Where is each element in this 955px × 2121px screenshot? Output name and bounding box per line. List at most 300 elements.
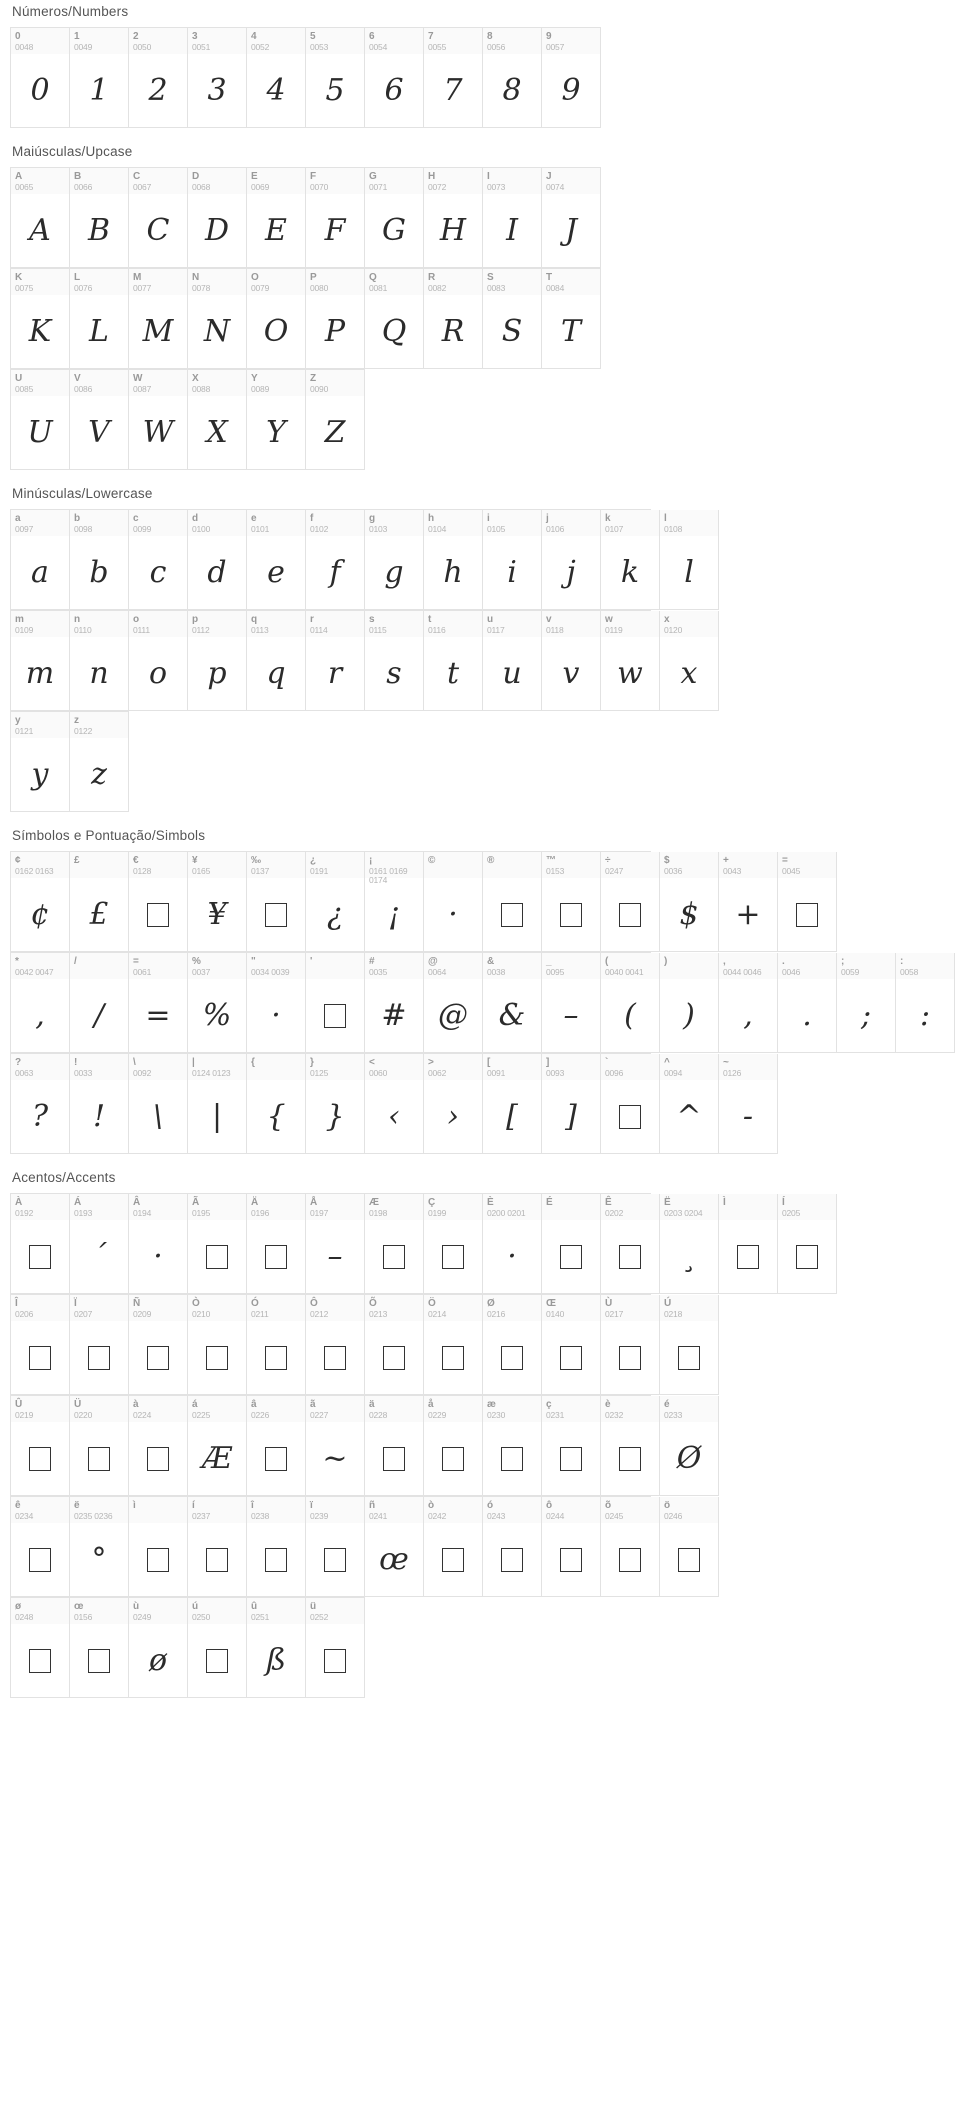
glyph-cell[interactable] (365, 852, 424, 952)
glyph-cell[interactable] (129, 510, 188, 610)
glyph-cell[interactable] (483, 611, 542, 711)
glyph-cell[interactable] (188, 1497, 247, 1597)
glyph-meta (306, 953, 364, 979)
glyph-cell[interactable] (129, 168, 188, 268)
glyph-character-label: ù (133, 1601, 140, 1612)
glyph-cell[interactable] (188, 1396, 247, 1496)
glyph-character-label: ¿ (310, 855, 317, 866)
glyph-cell[interactable] (247, 1194, 306, 1294)
glyph-cell[interactable] (660, 1396, 719, 1496)
glyph-cell[interactable] (11, 1598, 70, 1698)
glyph-code-label: 0086 (74, 383, 93, 394)
glyph-cell[interactable] (542, 168, 601, 268)
glyph-cell[interactable] (70, 1598, 129, 1698)
glyph-character-label: ? (15, 1057, 22, 1068)
glyph-meta (424, 28, 482, 54)
glyph-meta (601, 611, 659, 637)
glyph-cell[interactable] (129, 1598, 188, 1698)
glyph-row (10, 509, 694, 610)
glyph-character-label: d (192, 513, 199, 524)
glyph-cell[interactable] (778, 852, 837, 952)
glyph-cell[interactable] (660, 852, 719, 952)
glyph-character-label: ç (546, 1399, 552, 1410)
glyph-preview: | (211, 1099, 223, 1134)
glyph-cell[interactable] (306, 611, 365, 711)
glyph-character-label: I (487, 171, 490, 182)
glyph-cell[interactable] (247, 168, 306, 268)
glyph-cell[interactable] (601, 1194, 660, 1294)
glyph-preview: / (93, 998, 105, 1033)
glyph-cell[interactable] (424, 1396, 483, 1496)
glyph-cell[interactable] (601, 611, 660, 711)
glyph-preview: E (265, 213, 287, 248)
glyph-cell[interactable] (188, 953, 247, 1053)
glyph-cell[interactable] (11, 1396, 70, 1496)
glyph-meta (483, 1054, 541, 1080)
glyph-character-label: ö (664, 1500, 671, 1511)
glyph-cell[interactable] (365, 1295, 424, 1395)
glyph-cell[interactable] (188, 1054, 247, 1154)
glyph-cell[interactable] (483, 1194, 542, 1294)
glyph-cell[interactable] (70, 168, 129, 268)
glyph-cell[interactable] (11, 510, 70, 610)
glyph-cell[interactable] (424, 611, 483, 711)
glyph-cell[interactable] (11, 1054, 70, 1154)
glyph-cell[interactable] (247, 269, 306, 369)
glyph-code-label: 0207 (74, 1308, 93, 1319)
glyph-cell[interactable] (483, 168, 542, 268)
glyph-code-label: 0202 (605, 1207, 624, 1218)
glyph-code-label: 0093 (546, 1067, 565, 1078)
glyph-cell[interactable] (542, 1194, 601, 1294)
glyph-meta (129, 1054, 187, 1080)
glyph-character-label: õ (605, 1500, 612, 1511)
glyph-cell[interactable] (719, 1054, 778, 1154)
glyph-preview: R (441, 314, 465, 349)
glyph-cell[interactable] (483, 510, 542, 610)
glyph-cell[interactable] (70, 712, 129, 812)
glyph-cell[interactable] (247, 510, 306, 610)
glyph-cell[interactable] (542, 1054, 601, 1154)
glyph-preview: S (501, 314, 523, 349)
glyph-meta (542, 1497, 600, 1523)
missing-glyph-box (306, 1523, 364, 1596)
glyph-cell[interactable] (601, 1295, 660, 1395)
missing-glyph-box (660, 1523, 718, 1596)
glyph-character-label: ÷ (605, 855, 611, 866)
glyph-meta (306, 510, 364, 536)
section-title: Acentos/Accents (12, 1170, 116, 1185)
glyph-cell[interactable] (365, 510, 424, 610)
glyph-preview: 2 (148, 73, 168, 108)
glyph-cell[interactable] (188, 1598, 247, 1698)
glyph-preview: ¿ (326, 897, 344, 932)
glyph-cell[interactable] (542, 852, 601, 952)
glyph-cell[interactable] (306, 1497, 365, 1597)
glyph-cell[interactable] (247, 1054, 306, 1154)
glyph-row (10, 1294, 683, 1395)
glyph-character-label: Á (74, 1197, 82, 1208)
glyph-character-label: + (723, 855, 729, 866)
glyph-code-label: 0200 0201 (487, 1207, 526, 1218)
glyph-cell[interactable] (542, 1497, 601, 1597)
glyph-cell[interactable] (70, 1194, 129, 1294)
glyph-cell[interactable] (70, 953, 129, 1053)
glyph-cell[interactable] (601, 1497, 660, 1597)
glyph-preview: i (507, 555, 517, 590)
glyph-cell[interactable] (306, 1194, 365, 1294)
glyph-cell[interactable] (306, 269, 365, 369)
glyph-cell[interactable] (719, 1194, 778, 1294)
glyph-cell[interactable] (11, 712, 70, 812)
glyph-cell[interactable] (601, 852, 660, 952)
glyph-cell[interactable] (719, 852, 778, 952)
glyph-meta (306, 269, 364, 295)
glyph-preview: j (566, 555, 576, 590)
glyph-meta (483, 953, 541, 979)
glyph-character-label: å (428, 1399, 434, 1410)
missing-glyph-box (306, 979, 364, 1052)
glyph-character-label: C (133, 171, 141, 182)
glyph-character-label: ) (664, 956, 668, 967)
glyph-preview: p (207, 656, 227, 691)
glyph-cell[interactable] (129, 269, 188, 369)
glyph-meta (247, 1598, 305, 1624)
glyph-meta (483, 611, 541, 637)
missing-glyph-box (719, 1220, 777, 1293)
glyph-preview: Y (266, 415, 286, 450)
glyph-preview: L (89, 314, 109, 349)
glyph-character-label: 9 (546, 31, 552, 42)
glyph-code-label: 0241 (369, 1510, 388, 1521)
glyph-character-label: [ (487, 1057, 491, 1068)
glyph-preview: œ (379, 1542, 409, 1577)
glyph-code-label: 0245 (605, 1510, 624, 1521)
glyph-cell[interactable] (306, 370, 365, 470)
glyph-cell[interactable] (129, 1054, 188, 1154)
glyph-meta (70, 510, 128, 536)
glyph-cell[interactable] (424, 1497, 483, 1597)
glyph-meta (365, 1054, 423, 1080)
glyph-meta (247, 1194, 305, 1220)
glyph-cell[interactable] (11, 1497, 70, 1597)
glyph-meta (247, 269, 305, 295)
glyph-cell[interactable] (660, 510, 719, 610)
glyph-cell[interactable] (542, 611, 601, 711)
glyph-cell[interactable] (483, 953, 542, 1053)
glyph-preview: o (148, 656, 168, 691)
glyph-character-label: o (133, 614, 140, 625)
glyph-meta (11, 1598, 69, 1624)
glyph-cell[interactable] (542, 1396, 601, 1496)
glyph-code-label: 0099 (133, 523, 152, 534)
glyph-cell[interactable] (70, 611, 129, 711)
glyph-cell[interactable] (483, 1054, 542, 1154)
glyph-cell[interactable] (483, 852, 542, 952)
glyph-cell[interactable] (247, 852, 306, 952)
glyph-cell[interactable] (188, 1194, 247, 1294)
glyph-meta (424, 1295, 482, 1321)
glyph-meta (188, 269, 246, 295)
glyph-cell[interactable] (129, 611, 188, 711)
missing-glyph-box (778, 1220, 836, 1293)
glyph-preview: Z (324, 415, 346, 450)
glyph-cell[interactable] (11, 953, 70, 1053)
glyph-cell[interactable] (188, 1295, 247, 1395)
glyph-cell[interactable] (424, 1054, 483, 1154)
glyph-meta (660, 611, 718, 637)
glyph-character-label: Ö (428, 1298, 436, 1309)
glyph-cell[interactable] (70, 1295, 129, 1395)
glyph-meta (778, 953, 836, 979)
glyph-code-label: 0091 (487, 1067, 506, 1078)
glyph-cell[interactable] (11, 168, 70, 268)
glyph-code-label: 0080 (310, 282, 329, 293)
glyph-cell[interactable] (660, 1295, 719, 1395)
glyph-code-label: 0196 (251, 1207, 270, 1218)
glyph-cell[interactable] (247, 370, 306, 470)
glyph-cell[interactable] (483, 28, 542, 128)
glyph-cell[interactable] (129, 1194, 188, 1294)
glyph-character-label: ú (192, 1601, 199, 1612)
glyph-cell[interactable] (188, 370, 247, 470)
glyph-cell[interactable] (660, 1497, 719, 1597)
glyph-code-label: 0038 (487, 966, 506, 977)
missing-glyph-box (542, 1321, 600, 1394)
glyph-cell[interactable] (542, 28, 601, 128)
glyph-character-label: Y (251, 373, 258, 384)
glyph-cell[interactable] (483, 269, 542, 369)
glyph-cell[interactable] (306, 1598, 365, 1698)
missing-glyph-box (129, 1321, 187, 1394)
glyph-cell[interactable] (188, 611, 247, 711)
glyph-cell[interactable] (778, 953, 837, 1053)
glyph-cell[interactable] (188, 269, 247, 369)
glyph-character-label: Ô (310, 1298, 318, 1309)
glyph-cell[interactable] (247, 1598, 306, 1698)
glyph-cell[interactable] (306, 28, 365, 128)
glyph-cell[interactable] (11, 28, 70, 128)
glyph-cell[interactable] (778, 1194, 837, 1294)
section-title: Números/Numbers (12, 4, 129, 19)
glyph-meta (483, 168, 541, 194)
glyph-cell[interactable] (306, 852, 365, 952)
glyph-cell[interactable] (247, 1396, 306, 1496)
glyph-cell[interactable] (129, 852, 188, 952)
glyph-cell[interactable] (483, 1497, 542, 1597)
glyph-cell[interactable] (247, 1497, 306, 1597)
glyph-code-label: 0040 0041 (605, 966, 644, 977)
glyph-code-label: 0081 (369, 282, 388, 293)
glyph-cell[interactable] (11, 1295, 70, 1395)
glyph-cell[interactable] (188, 510, 247, 610)
glyph-preview: J (564, 213, 578, 248)
glyph-preview: d (207, 555, 227, 590)
glyph-section (10, 134, 651, 470)
glyph-cell[interactable] (365, 1194, 424, 1294)
glyph-character-label: k (605, 513, 611, 524)
glyph-cell[interactable] (483, 1295, 542, 1395)
glyph-meta (247, 510, 305, 536)
glyph-cell[interactable] (247, 1295, 306, 1395)
glyph-cell[interactable] (70, 852, 129, 952)
glyph-code-label: 0125 (310, 1067, 329, 1078)
glyph-cell[interactable] (70, 1054, 129, 1154)
glyph-preview: [ (506, 1099, 518, 1134)
glyph-character-label: n (74, 614, 81, 625)
glyph-cell[interactable] (188, 168, 247, 268)
glyph-cell[interactable] (601, 953, 660, 1053)
glyph-cell[interactable] (601, 1396, 660, 1496)
glyph-cell[interactable] (424, 269, 483, 369)
missing-glyph-box (601, 1523, 659, 1596)
glyph-meta (365, 510, 423, 536)
glyph-code-label: 0115 (369, 624, 387, 635)
glyph-cell[interactable] (424, 1295, 483, 1395)
glyph-cell[interactable] (365, 28, 424, 128)
glyph-cell[interactable] (306, 1396, 365, 1496)
glyph-character-label: ø (15, 1601, 22, 1612)
glyph-preview: A (29, 213, 51, 248)
glyph-character-label: û (251, 1601, 258, 1612)
glyph-cell[interactable] (129, 1497, 188, 1597)
glyph-meta (129, 370, 187, 396)
glyph-cell[interactable] (483, 1396, 542, 1496)
glyph-cell[interactable] (306, 953, 365, 1053)
glyph-meta (11, 852, 69, 878)
glyph-cell[interactable] (11, 611, 70, 711)
glyph-code-label: 0062 (428, 1067, 447, 1078)
glyph-cell[interactable] (424, 852, 483, 952)
glyph-cell[interactable] (660, 953, 719, 1053)
glyph-cell[interactable] (601, 1054, 660, 1154)
glyph-preview: ? (31, 1099, 49, 1134)
glyph-cell[interactable] (11, 269, 70, 369)
glyph-cell[interactable] (11, 852, 70, 952)
glyph-meta (306, 1054, 364, 1080)
glyph-meta (70, 611, 128, 637)
glyph-cell[interactable] (365, 269, 424, 369)
glyph-cell[interactable] (542, 1295, 601, 1395)
glyph-cell[interactable] (188, 852, 247, 952)
glyph-cell[interactable] (188, 28, 247, 128)
glyph-cell[interactable] (424, 1194, 483, 1294)
glyph-cell[interactable] (129, 1396, 188, 1496)
glyph-preview: 4 (266, 73, 286, 108)
glyph-cell[interactable] (542, 953, 601, 1053)
glyph-cell[interactable] (306, 1054, 365, 1154)
glyph-cell[interactable] (129, 370, 188, 470)
glyph-cell[interactable] (365, 953, 424, 1053)
glyph-meta (601, 1054, 659, 1080)
glyph-cell[interactable] (11, 1194, 70, 1294)
glyph-cell[interactable] (601, 510, 660, 610)
glyph-cell[interactable] (542, 269, 601, 369)
glyph-meta (129, 1194, 187, 1220)
glyph-meta (542, 168, 600, 194)
glyph-cell[interactable] (129, 953, 188, 1053)
glyph-cell[interactable] (70, 510, 129, 610)
glyph-cell[interactable] (247, 611, 306, 711)
glyph-cell[interactable] (424, 168, 483, 268)
glyph-cell[interactable] (70, 1497, 129, 1597)
glyph-character-label: æ (487, 1399, 496, 1410)
glyph-cell[interactable] (70, 1396, 129, 1496)
glyph-cell[interactable] (70, 28, 129, 128)
glyph-character-label: Ú (664, 1298, 672, 1309)
glyph-cell[interactable] (542, 510, 601, 610)
glyph-code-label: 0066 (74, 181, 93, 192)
glyph-character-label: Ï (74, 1298, 77, 1309)
glyph-code-label: 0102 (310, 523, 329, 534)
glyph-character-label: t (428, 614, 432, 625)
glyph-character-label: S (487, 272, 494, 283)
glyph-character-label: à (133, 1399, 139, 1410)
glyph-cell[interactable] (365, 168, 424, 268)
glyph-meta (601, 1194, 659, 1220)
missing-glyph-box (542, 878, 600, 951)
glyph-cell[interactable] (719, 953, 778, 1053)
glyph-character-label: * (15, 956, 19, 967)
glyph-code-label: 0229 (428, 1409, 447, 1420)
glyph-cell[interactable] (424, 510, 483, 610)
glyph-cell[interactable] (365, 611, 424, 711)
glyph-cell[interactable] (306, 168, 365, 268)
glyph-code-label: 0209 (133, 1308, 152, 1319)
glyph-cell[interactable] (129, 28, 188, 128)
glyph-meta (11, 953, 69, 979)
glyph-cell[interactable] (660, 1194, 719, 1294)
glyph-meta (542, 1396, 600, 1422)
glyph-character-label: U (15, 373, 23, 384)
glyph-preview: f (329, 555, 341, 590)
glyph-meta (778, 1194, 836, 1220)
glyph-cell[interactable] (365, 1054, 424, 1154)
glyph-cell[interactable] (306, 510, 365, 610)
glyph-character-label: O (251, 272, 259, 283)
glyph-code-label: 0083 (487, 282, 506, 293)
glyph-cell[interactable] (365, 1497, 424, 1597)
glyph-cell[interactable] (129, 1295, 188, 1395)
glyph-cell[interactable] (70, 370, 129, 470)
glyph-meta (11, 168, 69, 194)
glyph-meta (601, 852, 659, 878)
glyph-cell[interactable] (247, 953, 306, 1053)
glyph-cell[interactable] (247, 28, 306, 128)
glyph-meta (365, 611, 423, 637)
glyph-cell[interactable] (70, 269, 129, 369)
glyph-cell[interactable] (306, 1295, 365, 1395)
glyph-cell[interactable] (660, 1054, 719, 1154)
glyph-cell[interactable] (896, 953, 955, 1053)
glyph-meta (483, 1295, 541, 1321)
missing-glyph-box (424, 1422, 482, 1495)
glyph-cell[interactable] (365, 1396, 424, 1496)
glyph-preview: T (560, 314, 581, 349)
glyph-character-label: Õ (369, 1298, 377, 1309)
glyph-code-label: 0042 0047 (15, 966, 54, 977)
glyph-code-label: 0226 (251, 1409, 270, 1420)
glyph-meta (660, 1497, 718, 1523)
glyph-character-label: = (133, 956, 139, 967)
glyph-character-label: W (133, 373, 143, 384)
glyph-cell[interactable] (837, 953, 896, 1053)
glyph-cell[interactable] (424, 953, 483, 1053)
glyph-cell[interactable] (424, 28, 483, 128)
glyph-character-label: V (74, 373, 81, 384)
glyph-cell[interactable] (11, 370, 70, 470)
glyph-cell[interactable] (660, 611, 719, 711)
